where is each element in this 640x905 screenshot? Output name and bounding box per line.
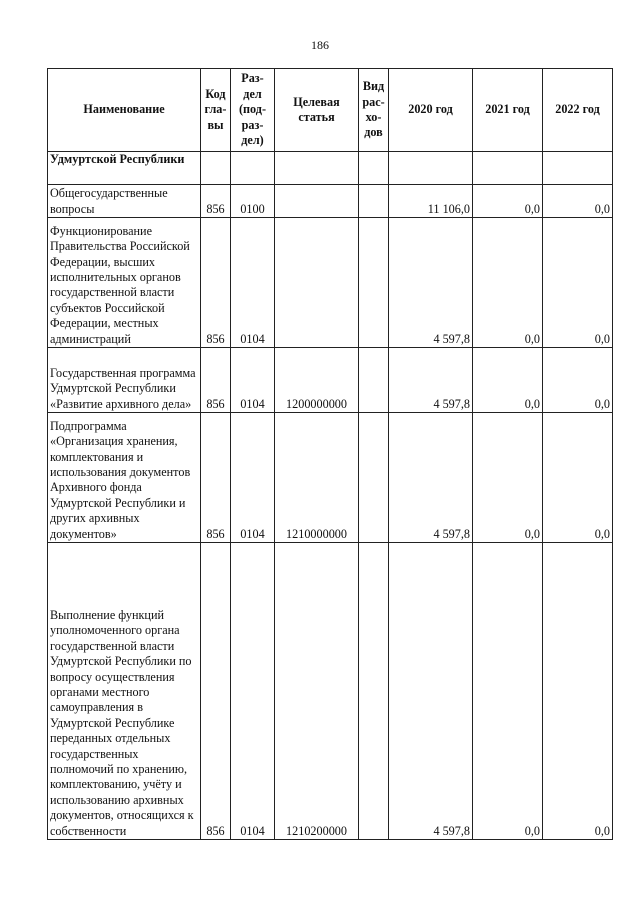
row-name: Общегосударственные вопросы — [48, 185, 201, 218]
row-section: 0100 — [231, 185, 275, 218]
table-row — [48, 413, 613, 543]
row-2021: 0,0 — [473, 413, 543, 543]
row-expense — [359, 218, 389, 348]
row-target — [275, 218, 359, 348]
row-chapter: 856 — [201, 218, 231, 348]
budget-table — [47, 68, 613, 840]
row-2022 — [543, 152, 613, 185]
row-2021 — [473, 152, 543, 185]
row-target — [275, 152, 359, 185]
row-expense — [359, 185, 389, 218]
header-name: Наименование — [48, 69, 201, 152]
row-2021: 0,0 — [473, 218, 543, 348]
row-expense — [359, 543, 389, 840]
header-chapter-code: Код гла- вы — [201, 69, 231, 152]
row-2022: 0,0 — [543, 218, 613, 348]
row-2021: 0,0 — [473, 185, 543, 218]
row-2020 — [389, 152, 473, 185]
row-chapter: 856 — [201, 348, 231, 413]
header-year-2020: 2020 год — [389, 69, 473, 152]
row-section: 0104 — [231, 543, 275, 840]
table-row — [48, 218, 613, 348]
row-section: 0104 — [231, 218, 275, 348]
row-name: Удмуртской Республики — [48, 152, 201, 185]
row-expense — [359, 152, 389, 185]
row-target: 1200000000 — [275, 348, 359, 413]
header-section: Раз- дел (под- раз- дел) — [231, 69, 275, 152]
row-2022: 0,0 — [543, 185, 613, 218]
header-year-2021: 2021 год — [473, 69, 543, 152]
table-row — [48, 543, 613, 840]
row-name: Государственная программа Удмуртской Республики «Развитие архивного дела» — [48, 348, 201, 413]
page-number: 186 — [311, 38, 329, 52]
row-2020: 4 597,8 — [389, 413, 473, 543]
row-chapter: 856 — [201, 413, 231, 543]
header-row — [48, 69, 613, 152]
row-2022: 0,0 — [543, 543, 613, 840]
row-chapter — [201, 152, 231, 185]
table-row — [48, 185, 613, 218]
header-year-2022: 2022 год — [543, 69, 613, 152]
header-expense-type: Вид рас- хо- дов — [359, 69, 389, 152]
row-section: 0104 — [231, 348, 275, 413]
row-target: 1210200000 — [275, 543, 359, 840]
row-section — [231, 152, 275, 185]
table-row — [48, 152, 613, 185]
row-target: 1210000000 — [275, 413, 359, 543]
row-expense — [359, 413, 389, 543]
row-name: Подпрограмма «Организация хранения, комплектования и использования документов Архивного фонда Удмуртской Республики и других архивных документов» — [48, 413, 201, 543]
row-2021: 0,0 — [473, 543, 543, 840]
row-chapter: 856 — [201, 543, 231, 840]
row-2020: 4 597,8 — [389, 218, 473, 348]
row-target — [275, 185, 359, 218]
row-2021: 0,0 — [473, 348, 543, 413]
row-2022: 0,0 — [543, 413, 613, 543]
row-2020: 4 597,8 — [389, 543, 473, 840]
row-2022: 0,0 — [543, 348, 613, 413]
row-name: Выполнение функций уполномоченного органа государственной власти Удмуртской Республики по вопросу осуществления органами местного самоуправления в Удмуртской Республике переданных отдельных государственных полномочий по хранению, комплектованию, учёту и использованию архивных документов, относящихся к собственности — [48, 543, 201, 840]
header-target-article: Целевая статья — [275, 69, 359, 152]
row-name: Функционирование Правительства Российской Федерации, высших исполнительных органов государственной власти субъектов Российской Федерации, местных администраций — [48, 218, 201, 348]
row-2020: 4 597,8 — [389, 348, 473, 413]
table-row — [48, 348, 613, 413]
row-chapter: 856 — [201, 185, 231, 218]
row-2020: 11 106,0 — [389, 185, 473, 218]
row-section: 0104 — [231, 413, 275, 543]
row-expense — [359, 348, 389, 413]
